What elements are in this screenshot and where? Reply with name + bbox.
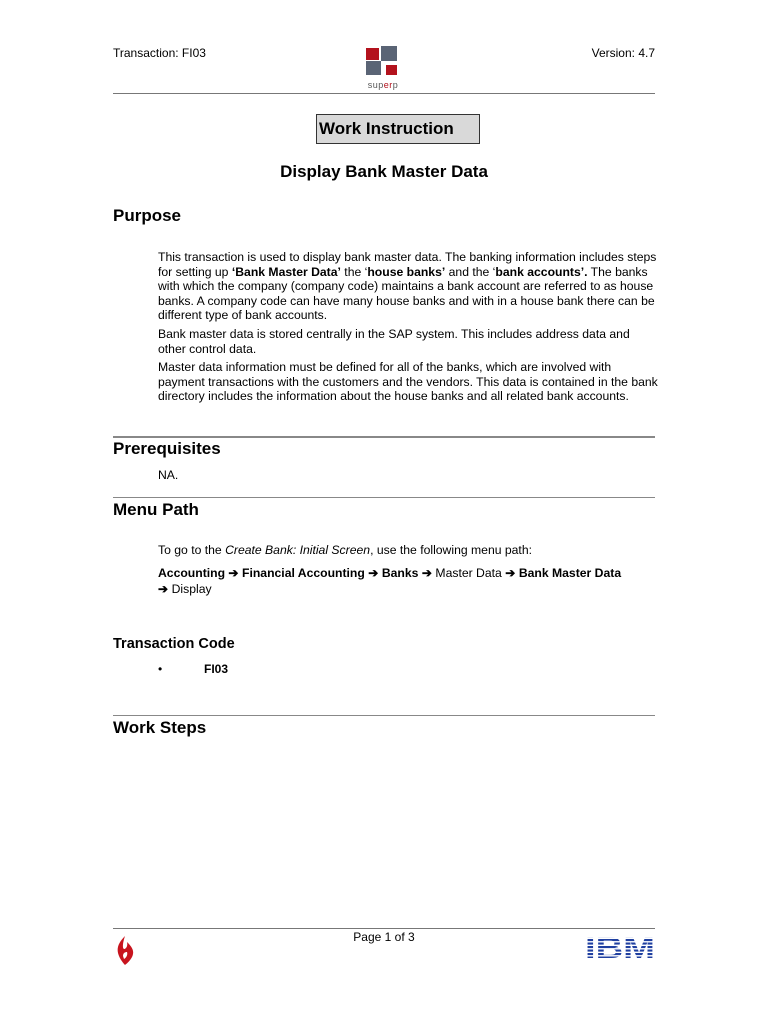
arrow-right-icon: ➔ bbox=[421, 566, 433, 580]
page-title: Display Bank Master Data bbox=[280, 162, 488, 181]
superp-logo bbox=[362, 44, 404, 94]
prerequisites-text: NA. bbox=[158, 468, 179, 482]
purpose-paragraph-2: Bank master data is stored centrally in the SAP system. This includes address data and other control data. bbox=[158, 326, 630, 356]
arrow-right-icon: ➔ bbox=[368, 566, 379, 580]
menu-path-intro: To go to the Create Bank: Initial Screen, use the following menu path: bbox=[158, 543, 532, 557]
menu-path: Accounting ➔ Financial Accounting ➔ Banks ➔ Master Data ➔ Bank Master Data ➔ Display bbox=[158, 566, 622, 596]
arrow-right-icon: ➔ bbox=[158, 582, 169, 596]
header-version: Version: 4.7 bbox=[591, 46, 655, 60]
purpose-paragraph-3: Master data information must be defined for all of the banks, which are involved with payment transactions with the customers and the vendors. This data is contained in the bank directory includes the information about the house banks and all related bank accounts. bbox=[158, 360, 658, 404]
ibm-logo-icon bbox=[584, 932, 656, 960]
transaction-code-value: FI03 bbox=[204, 662, 229, 676]
transaction-code-heading: Transaction Code bbox=[113, 636, 235, 652]
purpose-heading: Purpose bbox=[113, 206, 182, 225]
superp-logo-text: superp bbox=[367, 80, 399, 90]
flame-logo-icon bbox=[113, 934, 137, 968]
bullet-icon: • bbox=[158, 662, 163, 676]
section-divider bbox=[113, 715, 655, 716]
header-divider bbox=[113, 93, 655, 94]
arrow-right-icon: ➔ bbox=[228, 566, 239, 580]
flame-logo bbox=[113, 934, 137, 968]
ibm-logo bbox=[584, 932, 656, 960]
menu-path-heading: Menu Path bbox=[113, 500, 199, 519]
purpose-paragraph-1: This transaction is used to display bank master data. The banking information includes steps for setting up ‘Bank Master Data’ the ‘house banks’ and the ‘bank accounts’. The banks with which the company (company code) maintains a bank account are referred to as house banks. A company code can have many house banks and with in a house bank there can be different type of bank accounts. bbox=[158, 250, 657, 323]
arrow-right-icon: ➔ bbox=[505, 566, 516, 580]
header-transaction: Transaction: FI03 bbox=[113, 46, 206, 60]
section-divider bbox=[113, 436, 655, 438]
work-steps-heading: Work Steps bbox=[113, 718, 207, 737]
page-number: Page 1 of 3 bbox=[353, 930, 415, 944]
work-instruction-box: Work Instruction bbox=[316, 114, 480, 144]
footer-divider bbox=[113, 928, 655, 929]
superp-logo-icon bbox=[362, 44, 404, 80]
section-divider bbox=[113, 497, 655, 498]
purpose-body bbox=[158, 250, 658, 408]
prerequisites-heading: Prerequisites bbox=[113, 439, 221, 458]
